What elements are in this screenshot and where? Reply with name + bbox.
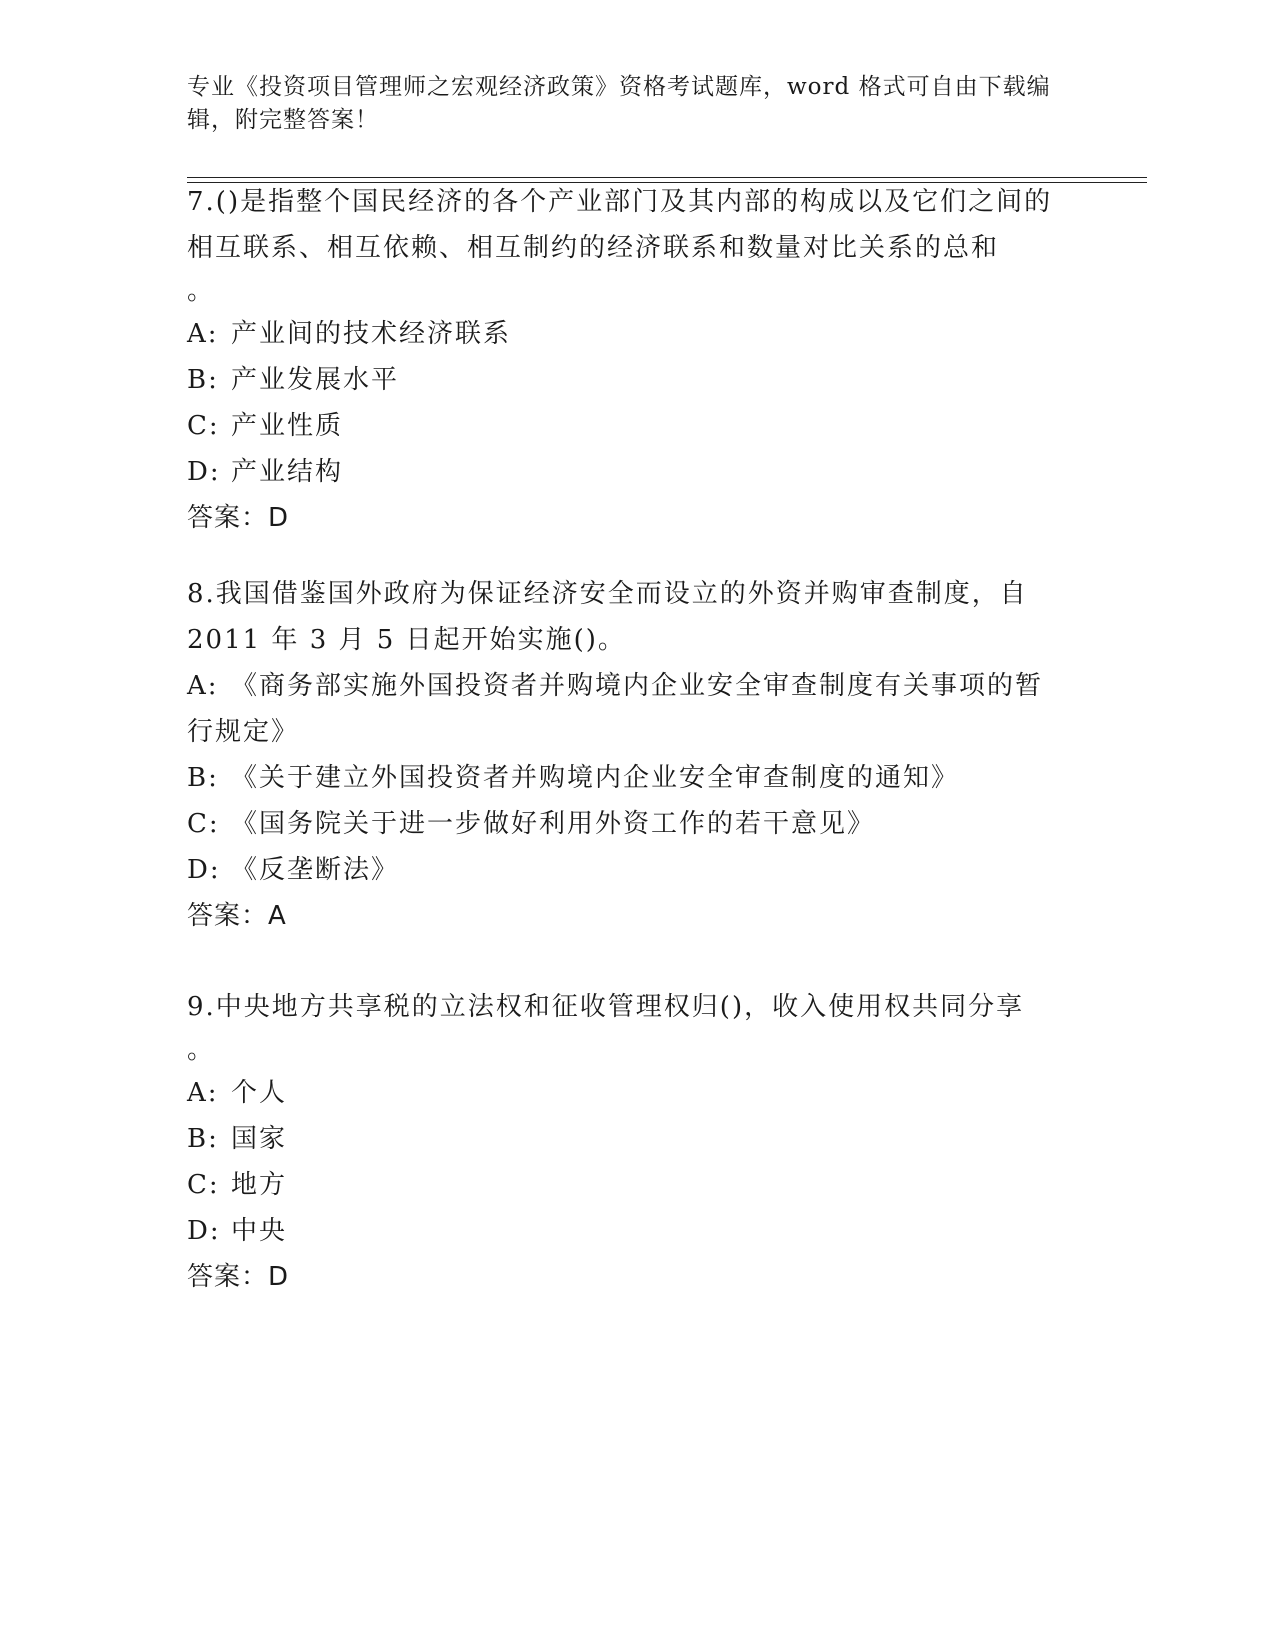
option-a (187, 663, 1067, 755)
option-text: 《反垄断法》 (231, 855, 400, 885)
option-text: 产业结构 (231, 457, 344, 487)
option-text: 产业发展水平 (231, 365, 400, 395)
answer-line: 答案：D (187, 1262, 290, 1292)
option-c (187, 801, 1067, 847)
option-a (187, 311, 1067, 357)
question-stem: 7.()是指整个国民经济的各个产业部门及其内部的构成以及它们之间的相互联系、相互依赖、相互制约的经济联系和数量对比关系的总和 (187, 187, 1053, 263)
option-text: 《商务部实施外国投资者并购境内企业安全审查制度有关事项的暂行规定》 (187, 671, 1044, 747)
option-b (187, 755, 1067, 801)
option-text: 中央 (231, 1216, 288, 1246)
option-key: A: (187, 319, 219, 349)
question-trailing-mark: 。 (187, 276, 214, 306)
question-stem: 8.我国借鉴国外政府为保证经济安全而设立的外资并购审查制度，自2011 年 3 月 5 日起开始实施()。 (187, 579, 1028, 655)
question-8 (187, 571, 1067, 939)
option-text: 国家 (231, 1124, 288, 1154)
option-b (187, 1116, 1067, 1162)
option-key: B: (187, 763, 219, 793)
question-trailing-mark: 。 (187, 1035, 214, 1065)
option-text: 地方 (231, 1170, 288, 1200)
option-key: A: (187, 671, 219, 701)
option-b (187, 357, 1067, 403)
option-d (187, 449, 1067, 495)
option-a (187, 1070, 1067, 1116)
option-text: 《关于建立外国投资者并购境内企业安全审查制度的通知》 (231, 763, 960, 793)
option-c (187, 403, 1067, 449)
question-7 (187, 179, 1067, 541)
option-key: C: (187, 809, 220, 839)
answer-line: 答案：D (187, 503, 290, 533)
question-stem: 9.中央地方共享税的立法权和征收管理权归()，收入使用权共同分享 (187, 992, 1025, 1022)
option-key: A: (187, 1078, 219, 1108)
document-header: 专业《投资项目管理师之宏观经济政策》资格考试题库，word 格式可自由下载编辑，附完整答案！ (187, 74, 1051, 133)
option-text: 《国务院关于进一步做好利用外资工作的若干意见》 (231, 809, 876, 839)
option-key: C: (187, 1170, 220, 1200)
option-text: 产业间的技术经济联系 (231, 319, 512, 349)
answer-line: 答案：A (187, 901, 287, 931)
option-key: C: (187, 411, 220, 441)
option-d (187, 1208, 1067, 1254)
option-key: D: (187, 457, 221, 487)
option-text: 产业性质 (231, 411, 344, 441)
option-key: D: (187, 1216, 221, 1246)
option-c (187, 1162, 1067, 1208)
question-9 (187, 984, 1067, 1300)
option-text: 个人 (231, 1078, 288, 1108)
option-key: B: (187, 1124, 219, 1154)
option-key: D: (187, 855, 221, 885)
option-key: B: (187, 365, 219, 395)
option-d (187, 847, 1067, 893)
